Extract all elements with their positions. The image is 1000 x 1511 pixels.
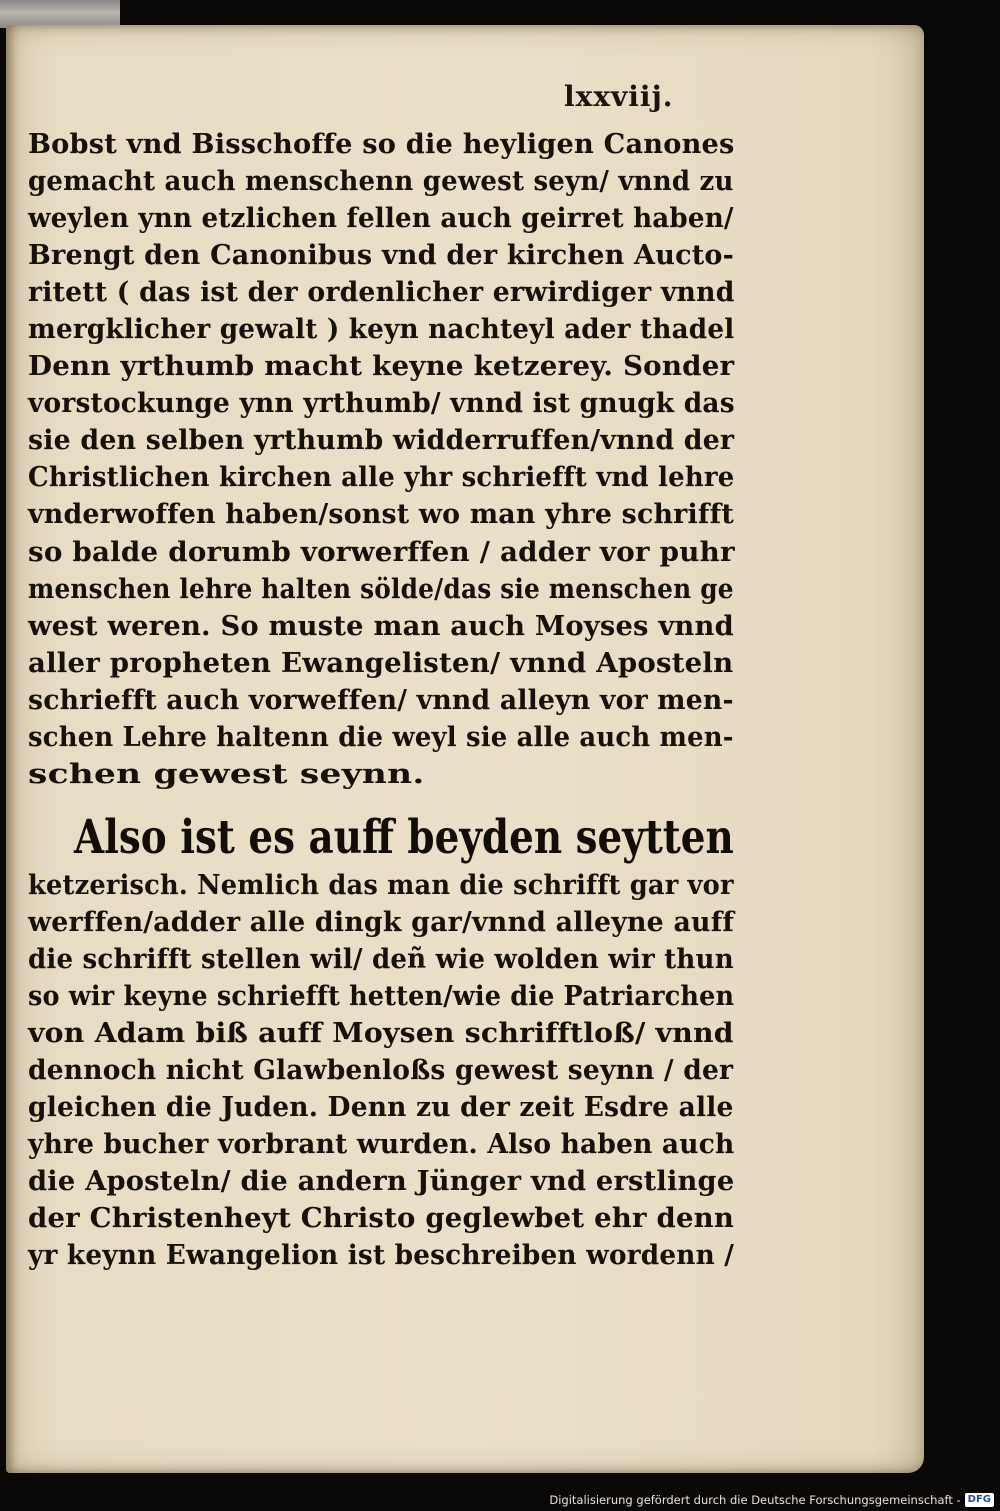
text-line: so balde dorumb vorwerffen / adder vor puhr	[28, 535, 735, 568]
text-line: sie den selben yrthumb widderruffen/vnnd der	[28, 424, 735, 457]
text-line: yr keynn Ewangelion ist beschreiben wordenn /	[28, 1239, 735, 1272]
text-block-2	[28, 867, 734, 1275]
text-line: vorstockunge ynn yrthumb/ vnnd ist gnugk das	[28, 387, 735, 420]
text-line: die Aposteln/ die andern Jünger vnd erstlinge	[28, 1165, 735, 1198]
text-line: schen gewest seynn.	[28, 757, 425, 790]
text-line: vnderwoffen haben/sonst wo man yhre schrifft	[28, 498, 734, 531]
text-line: Christlichen kirchen alle yhr schriefft vnd lehre	[28, 461, 735, 494]
text-line: mergklicher gewalt ) keyn nachteyl ader thadel	[28, 313, 735, 346]
text-line: aller propheten Ewangelisten/ vnnd Aposteln	[28, 646, 734, 679]
text-block-1	[28, 126, 734, 793]
folio-number: lxxviij.	[564, 80, 674, 113]
text-line: west weren. So muste man auch Moyses vnnd	[28, 609, 734, 642]
text-line: dennoch nicht Glawbenloßs gewest seynn / der	[28, 1054, 734, 1087]
text-line: Bobst vnd Bisschoffe so die heyligen Canones	[28, 128, 735, 160]
text-line: Brengt den Canonibus vnd der kirchen Aucto-	[28, 239, 735, 272]
text-line: werffen/adder alle dingk gar/vnnd alleyne auff	[28, 906, 735, 939]
text-line: Denn yrthumb macht keyne ketzerey. Sonder	[28, 350, 735, 383]
text-line: von Adam biß auff Moysen schrifftloß/ vnnd	[28, 1017, 734, 1050]
binding-strip	[0, 0, 120, 28]
text-line: schriefft auch vorweffen/ vnnd alleyn vor men-	[28, 683, 734, 716]
funding-credit	[549, 1491, 994, 1509]
text-line: schen Lehre haltenn die weyl sie alle auch men-	[28, 720, 734, 753]
text-line: ketzerisch. Nemlich das man die schrifft gar vor	[28, 869, 734, 901]
text-line: so wir keyne schriefft hetten/wie die Patriarchen	[28, 980, 735, 1013]
section-heading: Also ist es auff beyden seytten	[74, 810, 734, 865]
credit-text: Digitalisierung gefördert durch die Deutsche Forschungsgemeinschaft -	[549, 1493, 961, 1507]
text-line: die schrifft stellen wil/ deñ wie wolden wir thun	[28, 943, 734, 976]
text-line: gleichen die Juden. Denn zu der zeit Esdre alle	[28, 1091, 734, 1124]
text-line: ritett ( das ist der ordenlicher erwirdiger vnnd	[28, 276, 735, 309]
text-line: yhre bucher vorbrant wurden. Also haben auch	[28, 1128, 735, 1161]
text-line: gemacht auch menschenn gewest seyn/ vnnd zu	[28, 165, 734, 198]
dfg-logo: DFG	[965, 1493, 994, 1507]
text-line: weylen ynn etzlichen fellen auch geirret haben/	[28, 202, 734, 235]
text-line: der Christenheyt Christo geglewbet ehr denn	[28, 1202, 735, 1235]
text-line: menschen lehre halten sölde/das sie menschen ge	[28, 572, 734, 605]
